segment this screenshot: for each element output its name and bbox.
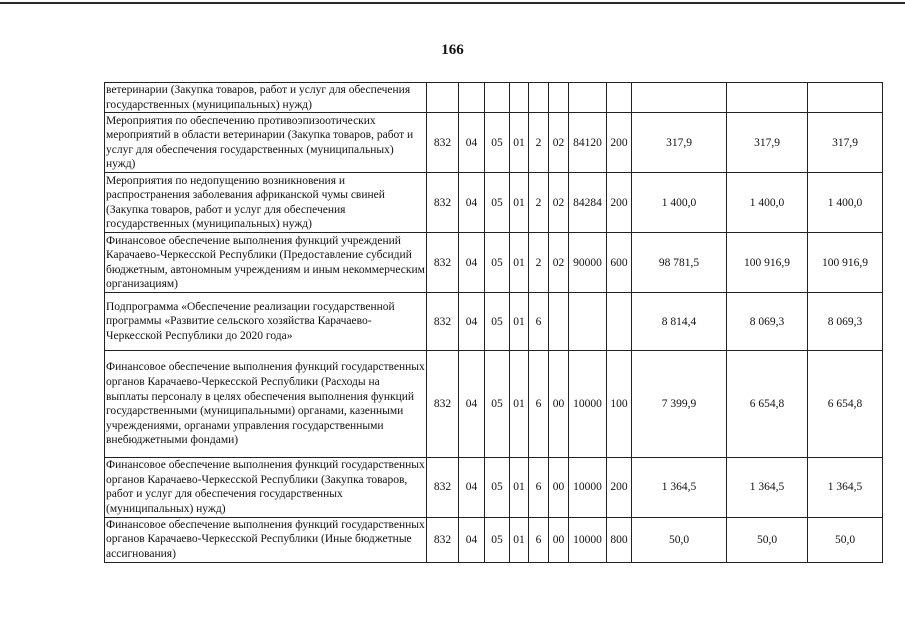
expense-type-cell: 600	[607, 233, 632, 293]
table-row	[105, 517, 883, 562]
ministry-code-cell: 832	[427, 517, 459, 562]
budget-table	[104, 82, 883, 563]
amount-2020-cell: 50,0	[808, 517, 883, 562]
ministry-code-cell: 832	[427, 173, 459, 233]
subsection-code-cell: 05	[485, 458, 510, 517]
subprogram-code-cell: 2	[529, 113, 549, 173]
section-code-cell: 04	[459, 458, 485, 517]
row-name-cell: Мероприятия по недопущению возникновения и распространения заболевания африканской чумы свиней (Закупка товаров, работ и услуг для обеспечения государственных (муниципальных) нужд)	[105, 173, 427, 233]
row-name-cell: Финансовое обеспечение выполнения функций учреждений Карачаево-Черкесской Республики (Предоставление субсидий бюджетным, автономным учреждениям и иным некоммерческим организациям)	[105, 233, 427, 293]
section-code-cell: 04	[459, 113, 485, 173]
amount-2019-cell: 50,0	[727, 517, 808, 562]
program-code-cell	[510, 83, 529, 113]
amount-2020-cell: 1 364,5	[808, 458, 883, 517]
row-name-cell: Мероприятия по обеспечению противоэпизоотических мероприятий в области ветеринарии (Закупка товаров, работ и услуг для обеспечения государственных (муниципальных) нужд)	[105, 113, 427, 173]
amount-2018-cell: 7 399,9	[632, 351, 727, 458]
subprogram-code-cell: 6	[529, 293, 549, 351]
event-code-cell: 00	[549, 517, 569, 562]
direction-code-cell	[569, 83, 607, 113]
subsection-code-cell: 05	[485, 351, 510, 458]
event-code-cell: 02	[549, 233, 569, 293]
table-row	[105, 113, 883, 173]
subprogram-code-cell: 2	[529, 173, 549, 233]
table-row	[105, 173, 883, 233]
direction-code-cell: 10000	[569, 458, 607, 517]
expense-type-cell: 800	[607, 517, 632, 562]
program-code-cell: 01	[510, 458, 529, 517]
ministry-code-cell: 832	[427, 458, 459, 517]
amount-2020-cell: 1 400,0	[808, 173, 883, 233]
direction-code-cell: 84120	[569, 113, 607, 173]
amount-2018-cell: 98 781,5	[632, 233, 727, 293]
row-name-cell: Подпрограмма «Обеспечение реализации государственной программы «Развитие сельского хозяйства Карачаево-Черкесской Республики до 2020 года»	[105, 293, 427, 351]
amount-2018-cell: 1 364,5	[632, 458, 727, 517]
table-row	[105, 351, 883, 458]
ministry-code-cell: 832	[427, 113, 459, 173]
subsection-code-cell: 05	[485, 517, 510, 562]
event-code-cell	[549, 293, 569, 351]
subsection-code-cell: 05	[485, 173, 510, 233]
direction-code-cell: 84284	[569, 173, 607, 233]
amount-2019-cell: 317,9	[727, 113, 808, 173]
row-name-cell: Финансовое обеспечение выполнения функций государственных органов Карачаево-Черкесской Республики (Закупка товаров, работ и услуг для обеспечения государственных (муниципальных) нужд)	[105, 458, 427, 517]
event-code-cell: 02	[549, 173, 569, 233]
program-code-cell: 01	[510, 351, 529, 458]
expense-type-cell: 100	[607, 351, 632, 458]
amount-2019-cell: 1 364,5	[727, 458, 808, 517]
subsection-code-cell: 05	[485, 293, 510, 351]
amount-2020-cell: 6 654,8	[808, 351, 883, 458]
section-code-cell: 04	[459, 293, 485, 351]
direction-code-cell	[569, 293, 607, 351]
table-row	[105, 83, 883, 113]
section-code-cell: 04	[459, 517, 485, 562]
expense-type-cell: 200	[607, 173, 632, 233]
row-name-cell: ветеринарии (Закупка товаров, работ и услуг для обеспечения государственных (муниципальных) нужд)	[105, 83, 427, 113]
amount-2018-cell: 50,0	[632, 517, 727, 562]
row-name-cell: Финансовое обеспечение выполнения функций государственных органов Карачаево-Черкесской Республики (Иные бюджетные ассигнования)	[105, 517, 427, 562]
event-code-cell	[549, 83, 569, 113]
ministry-code-cell: 832	[427, 233, 459, 293]
amount-2019-cell: 1 400,0	[727, 173, 808, 233]
section-code-cell: 04	[459, 233, 485, 293]
section-code-cell	[459, 83, 485, 113]
event-code-cell: 00	[549, 351, 569, 458]
amount-2019-cell: 6 654,8	[727, 351, 808, 458]
amount-2020-cell: 100 916,9	[808, 233, 883, 293]
ministry-code-cell	[427, 83, 459, 113]
direction-code-cell: 90000	[569, 233, 607, 293]
subprogram-code-cell: 6	[529, 351, 549, 458]
page-number: 166	[441, 42, 464, 58]
program-code-cell: 01	[510, 173, 529, 233]
section-code-cell: 04	[459, 351, 485, 458]
section-code-cell: 04	[459, 173, 485, 233]
program-code-cell: 01	[510, 113, 529, 173]
ministry-code-cell: 832	[427, 293, 459, 351]
table-row	[105, 293, 883, 351]
table-row	[105, 233, 883, 293]
amount-2019-cell: 8 069,3	[727, 293, 808, 351]
amount-2018-cell: 317,9	[632, 113, 727, 173]
amount-2018-cell: 8 814,4	[632, 293, 727, 351]
program-code-cell: 01	[510, 233, 529, 293]
subsection-code-cell: 05	[485, 233, 510, 293]
subprogram-code-cell: 6	[529, 458, 549, 517]
direction-code-cell: 10000	[569, 517, 607, 562]
subprogram-code-cell: 6	[529, 517, 549, 562]
amount-2018-cell: 1 400,0	[632, 173, 727, 233]
ministry-code-cell: 832	[427, 351, 459, 458]
program-code-cell: 01	[510, 517, 529, 562]
expense-type-cell	[607, 293, 632, 351]
subprogram-code-cell	[529, 83, 549, 113]
amount-2020-cell: 8 069,3	[808, 293, 883, 351]
expense-type-cell	[607, 83, 632, 113]
expense-type-cell: 200	[607, 113, 632, 173]
program-code-cell: 01	[510, 293, 529, 351]
amount-2019-cell: 100 916,9	[727, 233, 808, 293]
page-top-border	[0, 2, 905, 4]
amount-2019-cell	[727, 83, 808, 113]
amount-2020-cell	[808, 83, 883, 113]
expense-type-cell: 200	[607, 458, 632, 517]
subsection-code-cell: 05	[485, 113, 510, 173]
event-code-cell: 00	[549, 458, 569, 517]
direction-code-cell: 10000	[569, 351, 607, 458]
amount-2020-cell: 317,9	[808, 113, 883, 173]
event-code-cell: 02	[549, 113, 569, 173]
amount-2018-cell	[632, 83, 727, 113]
row-name-cell: Финансовое обеспечение выполнения функций государственных органов Карачаево-Черкесской Республики (Расходы на выплаты персоналу в целях обеспечения выполнения функций государственными (муниципальными) органами, казенными учреждениями, органами управления государственными внебюджетными фондами)	[105, 351, 427, 458]
subsection-code-cell	[485, 83, 510, 113]
subprogram-code-cell: 2	[529, 233, 549, 293]
table-row	[105, 458, 883, 517]
